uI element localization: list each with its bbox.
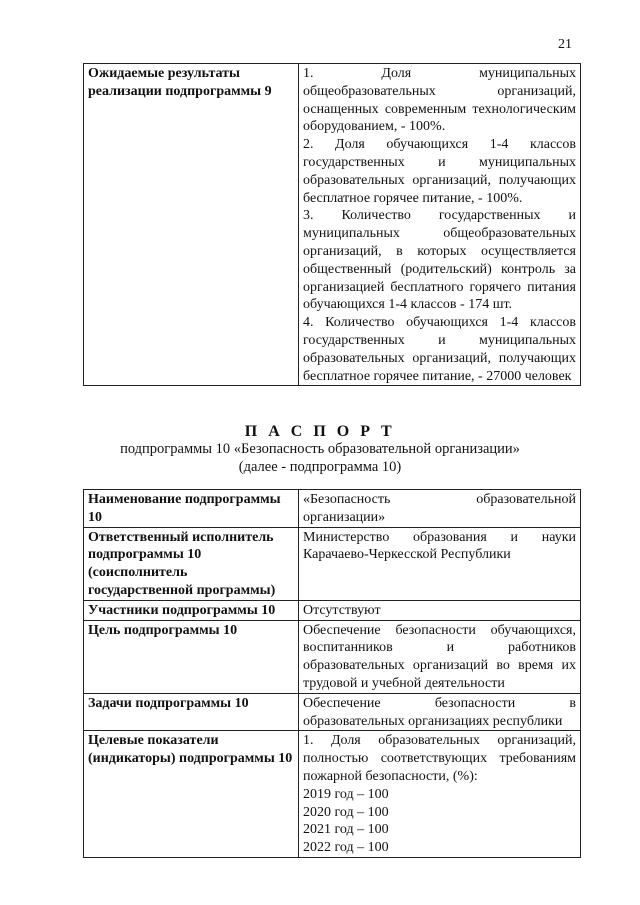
row-label-goal: Цель подпрограммы 10: [84, 620, 299, 693]
row-label-indicators: Целевые показатели (индикаторы) подпрограммы 10: [84, 731, 299, 858]
indicator-year-2020: 2020 год – 100: [303, 804, 389, 820]
row-value-goal: Обеспечение безопасности обучающихся, воспитанников и работников образовательных организаций во время их трудовой и учебной деятельности: [299, 620, 581, 693]
table-row: [84, 693, 581, 731]
row-value-tasks: Обеспечение безопасности в образовательных организациях республики: [299, 693, 581, 731]
row-value-participants: Отсутствуют: [299, 600, 581, 620]
result-item-2: 2. Доля обучающихся 1-4 классов государственных и муниципальных образовательных организаций, получающих бесплатное горячее питание, - 100%.: [303, 137, 576, 206]
passport-subtitle: подпрограммы 10 «Безопасность образовательной организации»: [120, 441, 520, 457]
table-row: [84, 620, 581, 693]
result-item-1: 1. Доля муниципальных общеобразовательных организаций, оснащенных современным технологическим оборудованием, - 100%.: [303, 66, 576, 135]
result-item-3: 3. Количество государственных и муниципальных общеобразовательных организаций, в которых осуществляется общественный (родительский) контроль за организацией бесплатного горячего питания обучающихся 1-4 классов - 174 шт.: [303, 208, 576, 313]
table-row: [84, 64, 581, 386]
expected-results-table: [83, 63, 581, 386]
table-row: [84, 600, 581, 620]
row-value-name: «Безопасность образовательной организации»: [299, 490, 581, 528]
expected-results-label: Ожидаемые результаты реализации подпрограммы 9: [84, 64, 299, 386]
page-number: 21: [558, 37, 572, 52]
passport-heading: П А С П О Р Т: [244, 423, 396, 440]
row-value-indicators: [299, 731, 581, 858]
result-item-4: 4. Количество обучающихся 1-4 классов государственных и муниципальных образовательных организаций, получающих бесплатное горячее питание, - 27000 человек: [303, 315, 576, 384]
indicator-year-2019: 2019 год – 100: [303, 786, 389, 802]
table-row: [84, 490, 581, 528]
indicator-year-2022: 2022 год – 100: [303, 840, 389, 856]
row-label-tasks: Задачи подпрограммы 10: [84, 693, 299, 731]
passport-table: [83, 489, 581, 858]
row-value-executor: Министерство образования и науки Карачаево-Черкесской Республики: [299, 527, 581, 600]
expected-results-list: [299, 64, 581, 386]
row-label-executor: Ответственный исполнитель подпрограммы 10 (соисполнитель государственной программы): [84, 527, 299, 600]
row-label-participants: Участники подпрограммы 10: [84, 600, 299, 620]
table-row: [84, 731, 581, 858]
passport-subtitle-note: (далее - подпрограмма 10): [238, 459, 402, 475]
row-label-name: Наименование подпрограммы 10: [84, 490, 299, 528]
indicator-year-2021: 2021 год – 100: [303, 822, 389, 838]
table-row: [84, 527, 581, 600]
indicator-text: 1. Доля образовательных организаций, полностью соответствующих требованиям пожарной безопасности, (%):: [303, 733, 576, 784]
